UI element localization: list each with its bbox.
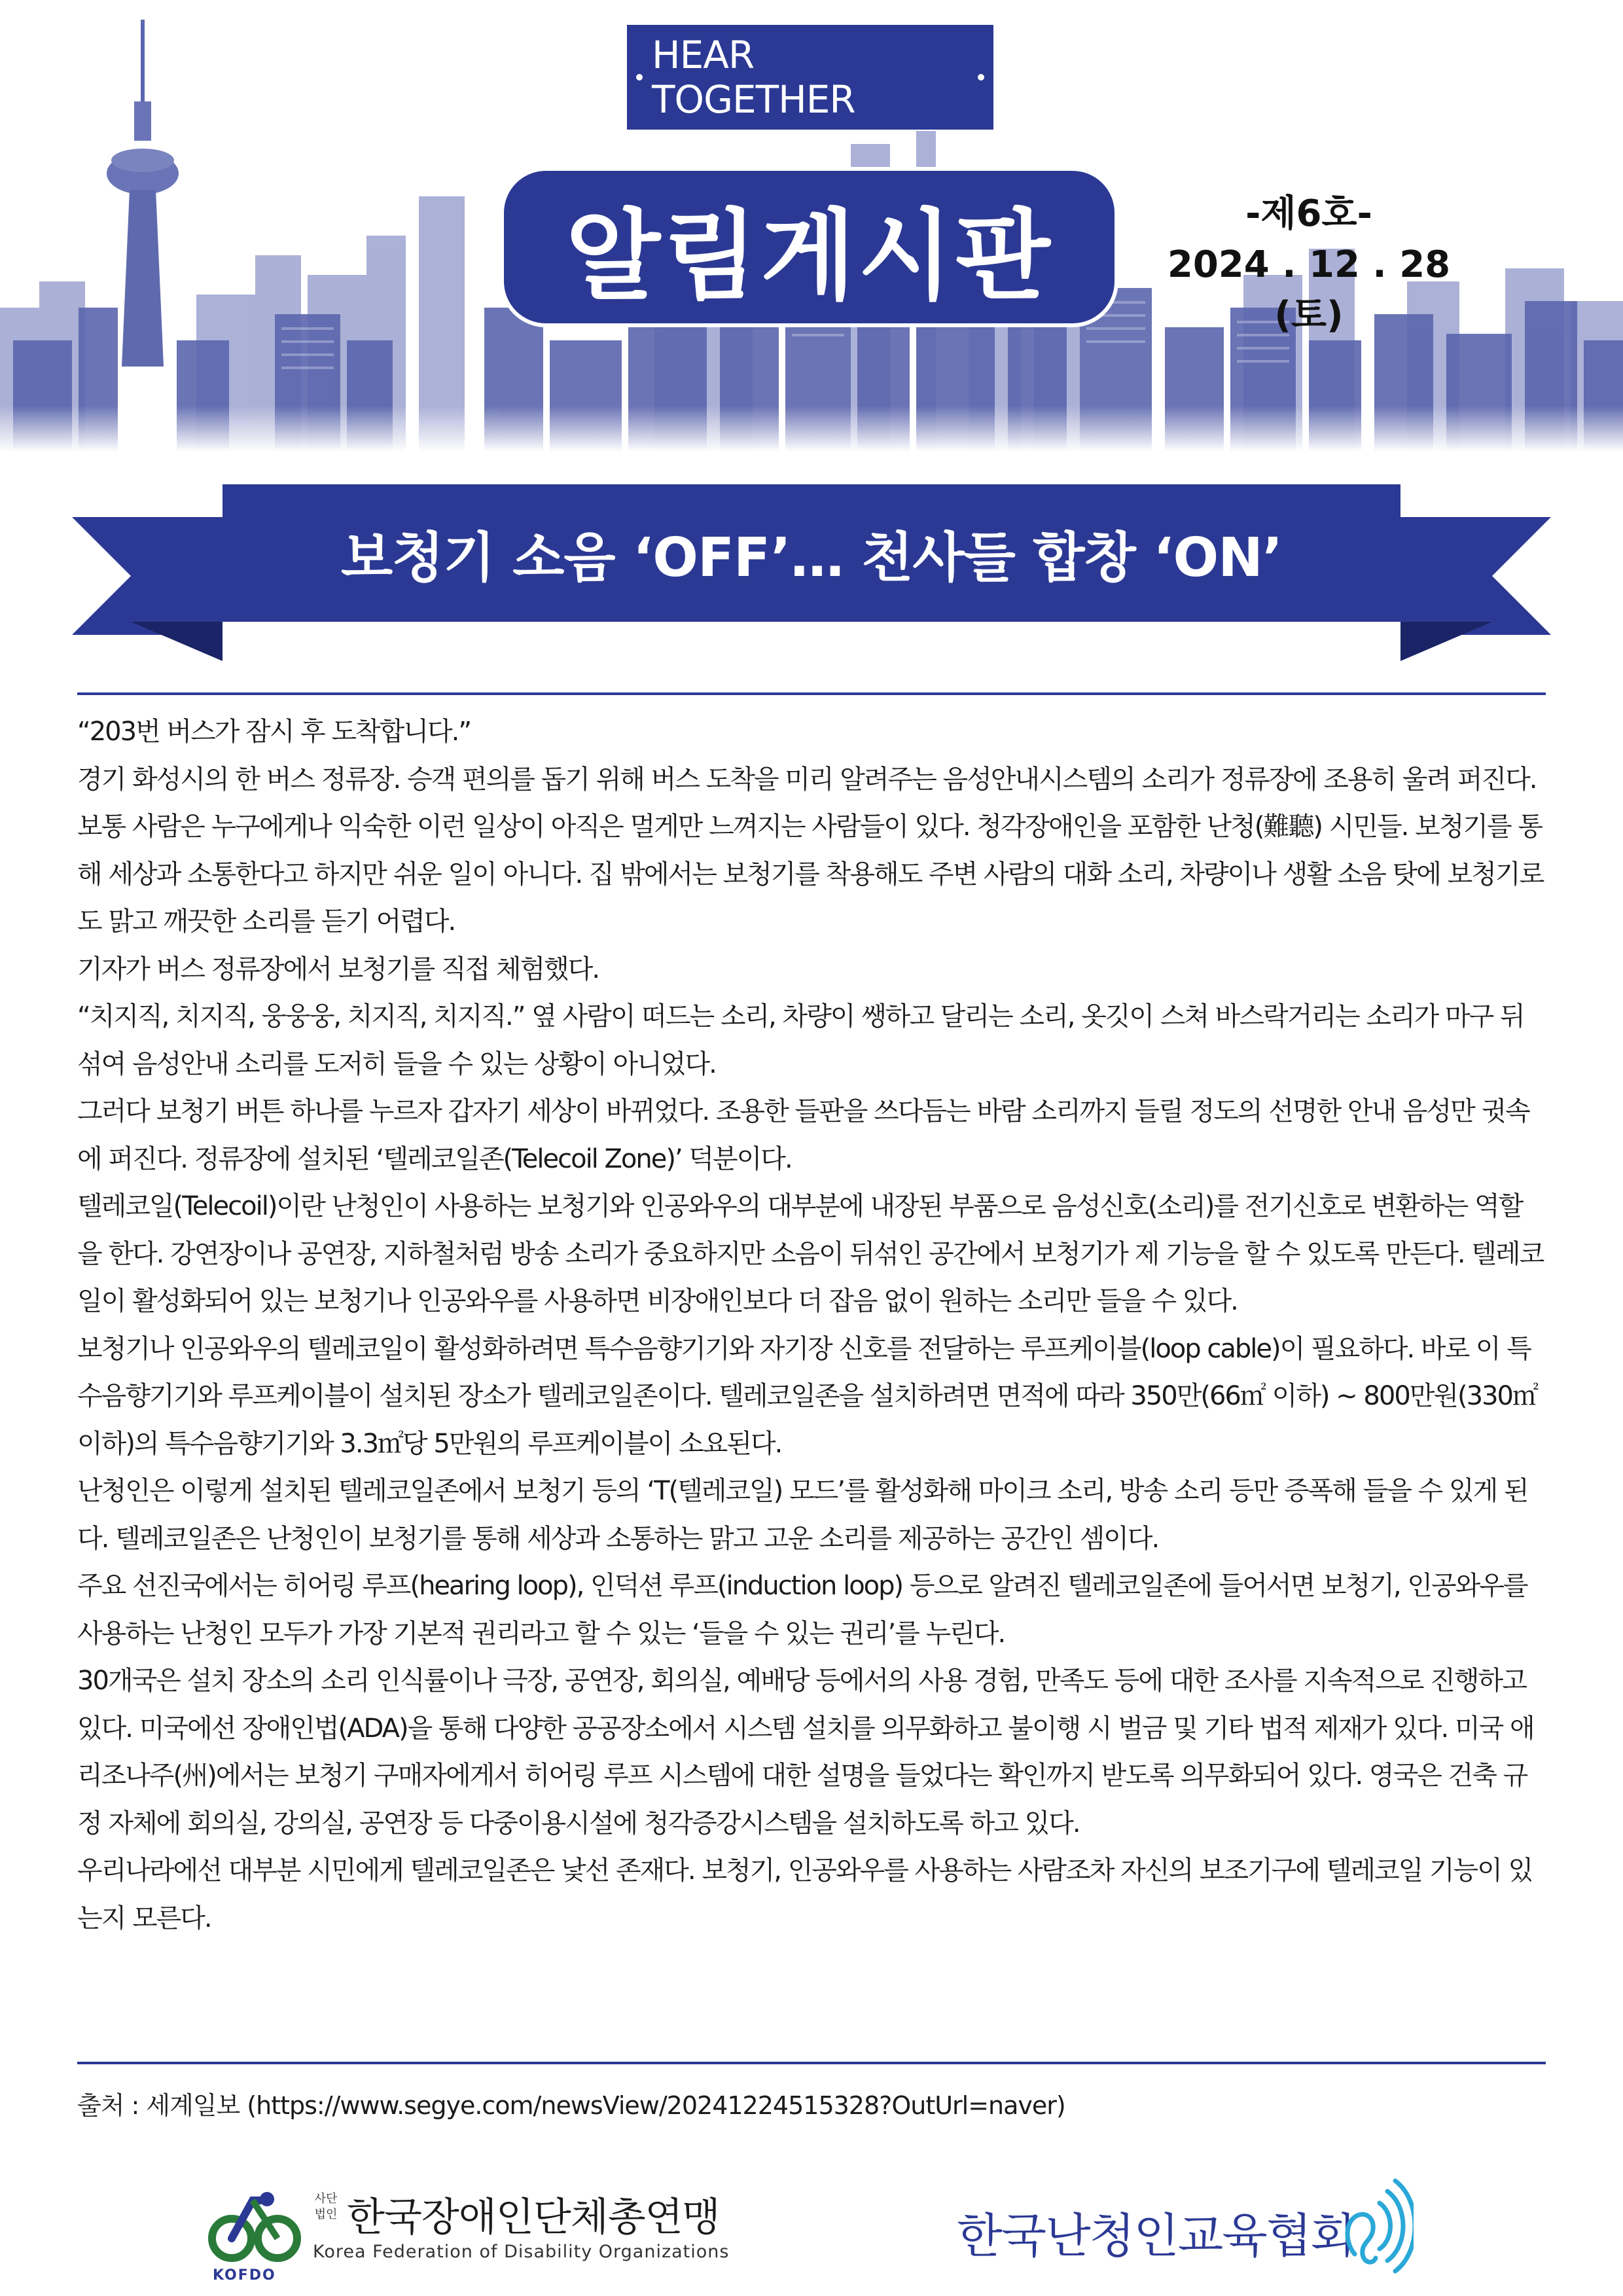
org-prefix: 사단법인: [314, 2192, 338, 2221]
issue-number: -제6호-: [1245, 192, 1372, 235]
article-body: [77, 708, 1546, 1942]
banner-label: HEAR TOGETHER: [652, 33, 855, 122]
ear-sound-wave-icon: [1342, 2177, 1414, 2275]
board-title-pill: [500, 167, 1118, 327]
source-citation: 출처 : 세계일보 (https://www.segye.com/newsView/20241224515328?OutUrl=naver): [77, 2091, 1065, 2120]
article-paragraph: 우리나라에선 대부분 시민에게 텔레코일존은 낯선 존재다. 보청기, 인공와우를 사용하는 사람조차 자신의 보조기구에 텔레코일 기능이 있는지 모른다.: [77, 1856, 1533, 1933]
article-paragraph: “203번 버스가 잠시 후 도착합니다.”: [77, 717, 471, 747]
kofdo-logo-icon: [207, 2187, 305, 2269]
org2-name-kr: 한국난청인교육협회: [957, 2208, 1355, 2263]
bullet-dot: [636, 74, 643, 81]
article-paragraph: 보청기나 인공와우의 텔레코일이 활성화하려면 특수음향기기와 자기장 신호를 전달하는 루프케이블(loop cable)이 필요하다. 바로 이 특수음향기기와 루프케이블이 설치된 장소가 텔레코일존이다. 텔레코일존을 설치하려면 면적에 따라 350만(66㎡ 이하) ∼ 800만원(330㎡ 이하)의 특수음향기기와 3.3㎡당 5만원의 루프케이블이 소요된다.: [77, 1333, 1538, 1459]
org1-name-en: Korea Federation of Disability Organizations: [313, 2242, 730, 2262]
article-paragraph: 그러다 보청기 버튼 하나를 누르자 갑자기 세상이 바뀌었다. 조용한 들판을 쓰다듬는 바람 소리까지 들릴 정도의 선명한 안내 음성만 귓속에 퍼진다. 정류장에 설치된 ‘텔레코일존(Telecoil Zone)’ 덕분이다.: [77, 1096, 1529, 1174]
article-paragraph: “치지직, 치지직, 웅웅웅, 치지직, 치지직.” 옆 사람이 떠드는 소리, 차량이 쌩하고 달리는 소리, 옷깃이 스쳐 바스락거리는 소리가 마구 뒤섞여 음성안내 소리를 도저히 들을 수 있는 상황이 아니었다.: [77, 1001, 1524, 1079]
top-divider: [77, 692, 1546, 695]
article-paragraph: 난청인은 이렇게 설치된 텔레코일존에서 보청기 등의 ‘T(텔레코일) 모드’를 활성화해 마이크 소리, 방송 소리 등만 증폭해 들을 수 있게 된다. 텔레코일존은 난청인이 보청기를 통해 세상과 소통하는 맑고 고운 소리를 제공하는 공간인 셈이다.: [77, 1476, 1528, 1554]
board-title: 알림게시판: [565, 199, 1053, 314]
article-headline: 보청기 소음 ‘OFF’… 천사들 합창 ‘ON’: [340, 526, 1283, 589]
header-banner: [0, 0, 1623, 452]
issue-date: 2024 . 12 . 28 (토): [1167, 243, 1451, 336]
hear-together-banner: [627, 25, 993, 130]
article-paragraph: 기자가 버스 정류장에서 보청기를 직접 체험했다.: [77, 954, 599, 984]
kofdo-label: KOFDO: [213, 2267, 276, 2284]
org1-name-kr: 한국장애인단체총연맹: [347, 2195, 720, 2240]
article-paragraph: 30개국은 설치 장소의 소리 인식률이나 극장, 공연장, 회의실, 예배당 등에서의 사용 경험, 만족도 등에 대한 조사를 지속적으로 진행하고 있다. 미국에선 장애인법(ADA)을 통해 다양한 공공장소에서 시스템 설치를 의무화하고 불이행 시 벌금 및 기타 법적 제재가 있다. 미국 애리조나주(州)에서는 보청기 구매자에게서 히어링 루프 시스템에 대한 설명을 들었다는 확인까지 받도록 의무화되어 있다. 영국은 건축 규정 자체에 회의실, 강의실, 공연장 등 다중이용시설에 청각증강시스템을 설치하도록 하고 있다.: [77, 1666, 1534, 1839]
article-paragraph: 텔레코일(Telecoil)이란 난청인이 사용하는 보청기와 인공와우의 대부분에 내장된 부품으로 음성신호(소리)를 전기신호로 변환하는 역할을 한다. 강연장이나 공연장, 지하철처럼 방송 소리가 중요하지만 소음이 뒤섞인 공간에서 보청기가 제 기능을 할 수 있도록 만든다. 텔레코일이 활성화되어 있는 보청기나 인공와우를 사용하면 비장애인보다 더 잡음 없이 원하는 소리만 들을 수 있다.: [77, 1191, 1544, 1316]
article-paragraph: 주요 선진국에서는 히어링 루프(hearing loop), 인덕션 루프(induction loop) 등으로 알려진 텔레코일존에 들어서면 보청기, 인공와우를 사용하는 난청인 모두가 가장 기본적 권리라고 할 수 있는 ‘들을 수 있는 권리’를 누린다.: [77, 1571, 1527, 1649]
bottom-divider: [77, 2062, 1546, 2064]
bullet-dot: [978, 74, 984, 81]
article-paragraph: 경기 화성시의 한 버스 정류장. 승객 편의를 돕기 위해 버스 도착을 미리 알려주는 음성안내시스템의 소리가 정류장에 조용히 울려 퍼진다. 보통 사람은 누구에게나 익숙한 이런 일상이 아직은 멀게만 느껴지는 사람들이 있다. 청각장애인을 포함한 난청(難聽) 시민들. 보청기를 통해 세상과 소통한다고 하지만 쉬운 일이 아니다. 집 밖에서는 보청기를 착용해도 주변 사람의 대화 소리, 차량이나 생활 소음 탓에 보청기로도 맑고 깨끗한 소리를 듣기 어렵다.: [77, 764, 1544, 937]
